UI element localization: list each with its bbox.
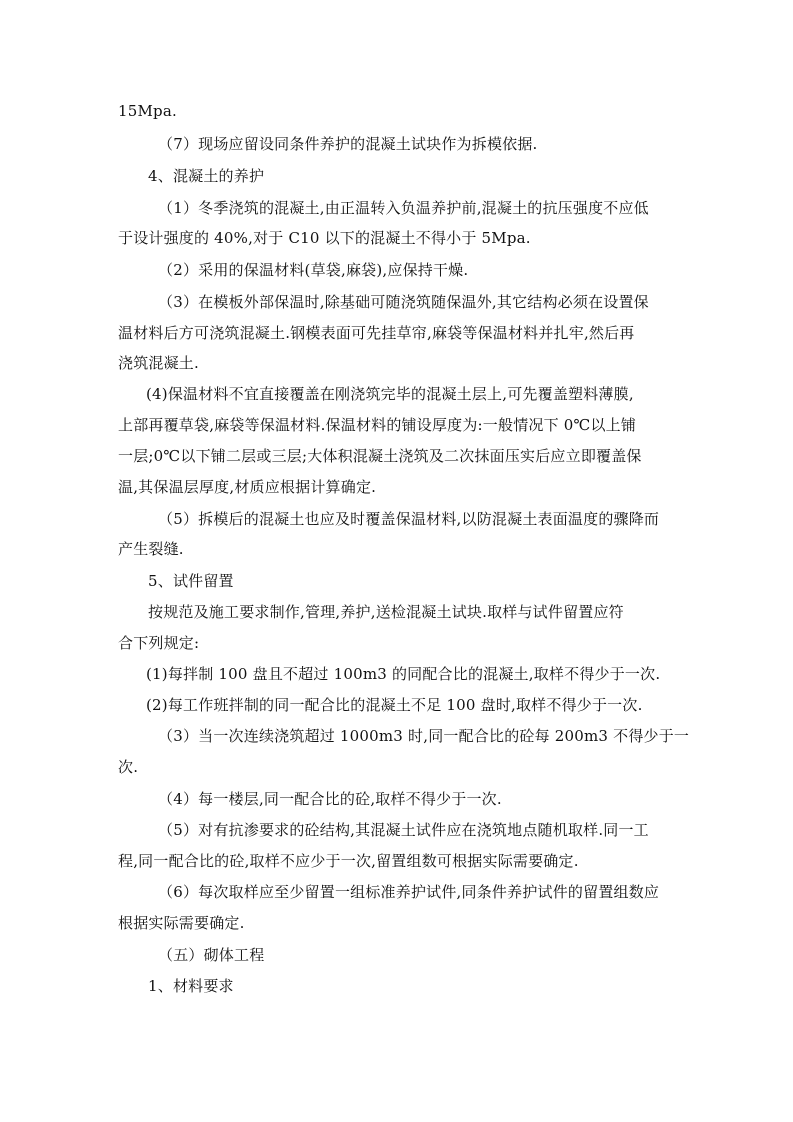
section-heading: 5、试件留置 <box>148 572 234 590</box>
text-line: 于设计强度的 40%,对于 C10 以下的混凝土不得小于 5Mpa. <box>118 229 531 247</box>
text-line: 一层;0℃以下铺二层或三层;大体积混凝土浇筑及二次抹面压实后应立即覆盖保 <box>118 447 642 465</box>
text-line: 温,其保温层厚度,材质应根据计算确定. <box>118 478 377 496</box>
text-line: 产生裂缝. <box>118 540 184 558</box>
text-line: （4）每一楼层,同一配合比的砼,取样不得少于一次. <box>158 790 502 808</box>
text-line: (1)每拌制 100 盘且不超过 100m3 的同配合比的混凝土,取样不得少于一次. <box>146 665 661 683</box>
section-heading: 1、材料要求 <box>148 977 234 995</box>
text-line: 15Mpa. <box>118 102 177 120</box>
text-line: （5）对有抗渗要求的砼结构,其混凝土试件应在浇筑地点随机取样.同一工 <box>158 821 649 839</box>
text-line: （2）采用的保温材料(草袋,麻袋),应保持干燥. <box>158 261 469 279</box>
section-heading: 4、混凝土的养护 <box>148 167 265 185</box>
text-line: 程,同一配合比的砼,取样不应少于一次,留置组数可根据实际需要确定. <box>118 852 579 870</box>
text-line: 浇筑混凝土. <box>118 354 199 372</box>
text-line: 根据实际需要确定. <box>118 914 245 932</box>
text-line: （5）拆模后的混凝土也应及时覆盖保温材料,以防混凝土表面温度的骤降而 <box>158 510 660 528</box>
text-line: （3）当一次连续浇筑超过 1000m3 时,同一配合比的砼每 200m3 不得少于一 <box>158 727 690 745</box>
text-line: 合下列规定: <box>118 634 200 652</box>
text-line: （7）现场应留设同条件养护的混凝土试块作为拆模依据. <box>158 135 538 153</box>
text-line: 次. <box>118 758 139 776</box>
text-line: 温材料后方可浇筑混凝土.钢模表面可先挂草帘,麻袋等保温材料并扎牢,然后再 <box>118 324 635 342</box>
text-line: (2)每工作班拌制的同一配合比的混凝土不足 100 盘时,取样不得少于一次. <box>146 696 643 714</box>
text-line: （1）冬季浇筑的混凝土,由正温转入负温养护前,混凝土的抗压强度不应低 <box>158 199 649 217</box>
text-line: 按规范及施工要求制作,管理,养护,送检混凝土试块.取样与试件留置应符 <box>148 603 624 621</box>
text-line: 上部再覆草袋,麻袋等保温材料.保温材料的铺设厚度为:一般情况下 0℃以上铺 <box>118 416 637 434</box>
text-line: （6）每次取样应至少留置一组标准养护试件,同条件养护试件的留置组数应 <box>158 883 660 901</box>
text-line: （3）在模板外部保温时,除基础可随浇筑随保温外,其它结构必须在设置保 <box>158 293 649 311</box>
section-heading: （五）砌体工程 <box>158 946 265 964</box>
text-line: (4)保温材料不宜直接覆盖在刚浇筑完毕的混凝土层上,可先覆盖塑料薄膜, <box>146 385 634 403</box>
